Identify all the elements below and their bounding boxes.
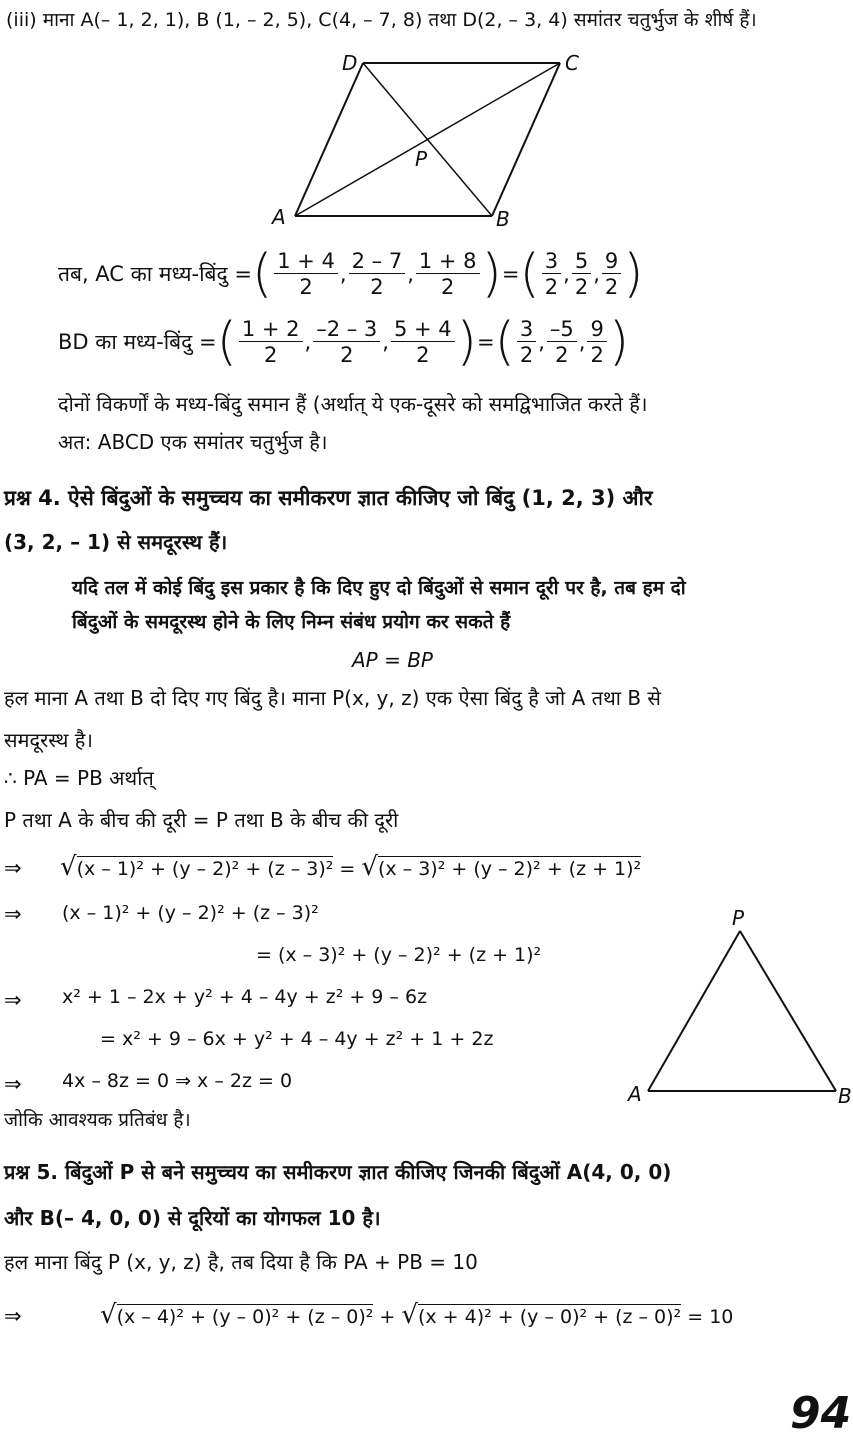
implies-symbol: ⇒ (4, 856, 22, 880)
label-a: A (272, 205, 286, 229)
part3-intro: (iii) माना A(– 1, 2, 1), B (1, – 2, 5), C(4, – 7, 8) तथा D(2, – 3, 4) समांतर चतुर्भुज के शीर्ष हैं। (6, 9, 757, 31)
q4-hint-line1: यदि तल में कोई बिंदु इस प्रकार है कि दिए हुए दो बिंदुओं से समान दूरी पर है, तब हम दो (72, 577, 686, 599)
q4-eq6: 4x – 8z = 0 ⇒ x – 2z = 0 (62, 1070, 293, 1092)
q5-solution-line1: हल माना बिंदु P (x, y, z) है, तब दिया है कि PA + PB = 10 (4, 1250, 478, 1274)
q4-step-1: ∴ PA = PB अर्थात् (4, 766, 154, 790)
tri-label-a: A (628, 1082, 642, 1105)
q4-eq5: = x² + 9 – 6x + y² + 4 – 4y + z² + 1 + 2z (100, 1028, 494, 1050)
q4-hint-equation: AP = BP (352, 648, 433, 672)
q4-eq4: x² + 1 – 2x + y² + 4 – 4y + z² + 9 – 6z (62, 986, 428, 1008)
q4-step-2: P तथा A के बीच की दूरी = P तथा B के बीच की दूरी (4, 808, 399, 832)
parallelogram-figure (260, 48, 600, 238)
q4-title-line2: (3, 2, – 1) से समदूरस्थ हैं। (4, 530, 228, 554)
implies-symbol: ⇒ (4, 1072, 22, 1096)
q4-eq2: (x – 1)² + (y – 2)² + (z – 3)² (62, 902, 319, 924)
q4-final: जोकि आवश्यक प्रतिबंध है। (4, 1109, 191, 1131)
page-number: 94 (790, 1388, 852, 1439)
q4-solution-line1: हल माना A तथा B दो दिए गए बिंदु है। माना P(x, y, z) एक ऐसा बिंदु है जो A तथा B से (4, 686, 661, 710)
triangle-figure (620, 905, 852, 1105)
label-b: B (496, 207, 510, 231)
ac-label: तब, AC का मध्य-बिंदु = (58, 262, 252, 286)
part3-conclusion-2: अत: ABCD एक समांतर चतुर्भुज है। (58, 430, 328, 454)
tri-label-p: P (732, 906, 745, 930)
implies-symbol: ⇒ (4, 1304, 22, 1328)
q5-title-line1: प्रश्न 5. बिंदुओं P से बने समुच्चय का समीकरण ज्ञात कीजिए जिनकी बिंदुओं A(4, 0, 0) (4, 1160, 672, 1184)
q4-solution-line2: समदूरस्थ है। (4, 728, 93, 752)
q4-title-line1: प्रश्न 4. ऐसे बिंदुओं के समुच्चय का समीकरण ज्ञात कीजिए जो बिंदु (1, 2, 3) और (4, 486, 653, 510)
part3-conclusion-1: दोनों विकर्णों के मध्य-बिंदु समान हैं (अर्थात् ये एक-दूसरे को समद्विभाजित करते हैं। (58, 392, 648, 416)
tri-label-b: B (838, 1084, 852, 1105)
q5-title-line2: और B(– 4, 0, 0) से दूरियों का योगफल 10 है। (4, 1206, 381, 1230)
q5-root-equation: √(x – 4)² + (y – 0)² + (z – 0)² + √(x + 4)² + (y – 0)² + (z – 0)² = 10 (100, 1300, 734, 1330)
implies-symbol: ⇒ (4, 988, 22, 1012)
bd-midpoint-line: BD का मध्य-बिंदु = ( $\frac{1 + 2}{2}$ , $\frac{-2 - 3}{2}$ , $\frac{5 + 4}{2}$ ) = ( $\frac{3}{2}$ , $\frac{-5}{2}$ , $\frac{9}{2}$ ) (58, 312, 630, 372)
implies-symbol: ⇒ (4, 902, 22, 926)
bd-label: BD का मध्य-बिंदु = (58, 330, 217, 354)
q4-eq3: = (x – 3)² + (y – 2)² + (z + 1)² (256, 944, 542, 966)
label-p: P (415, 147, 428, 171)
ac-midpoint-line: तब, AC का मध्य-बिंदु = ( $\frac{1 + 4}{2}$ , $\frac{2 - 7}{2}$ , $\frac{1 + 8}{2}$ ) = ( $\frac{3}{2}$ , $\frac{5}{2}$ , $\frac{9}{2}$ ) (58, 244, 644, 304)
q4-root-equation: √(x – 1)² + (y – 2)² + (z – 3)² = √(x – 3)² + (y – 2)² + (z + 1)² (60, 852, 642, 882)
label-c: C (565, 51, 579, 75)
q4-hint-line2: बिंदुओं के समदूरस्थ होने के लिए निम्न संबंध प्रयोग कर सकते हैं (72, 611, 511, 633)
label-d: D (342, 51, 358, 75)
